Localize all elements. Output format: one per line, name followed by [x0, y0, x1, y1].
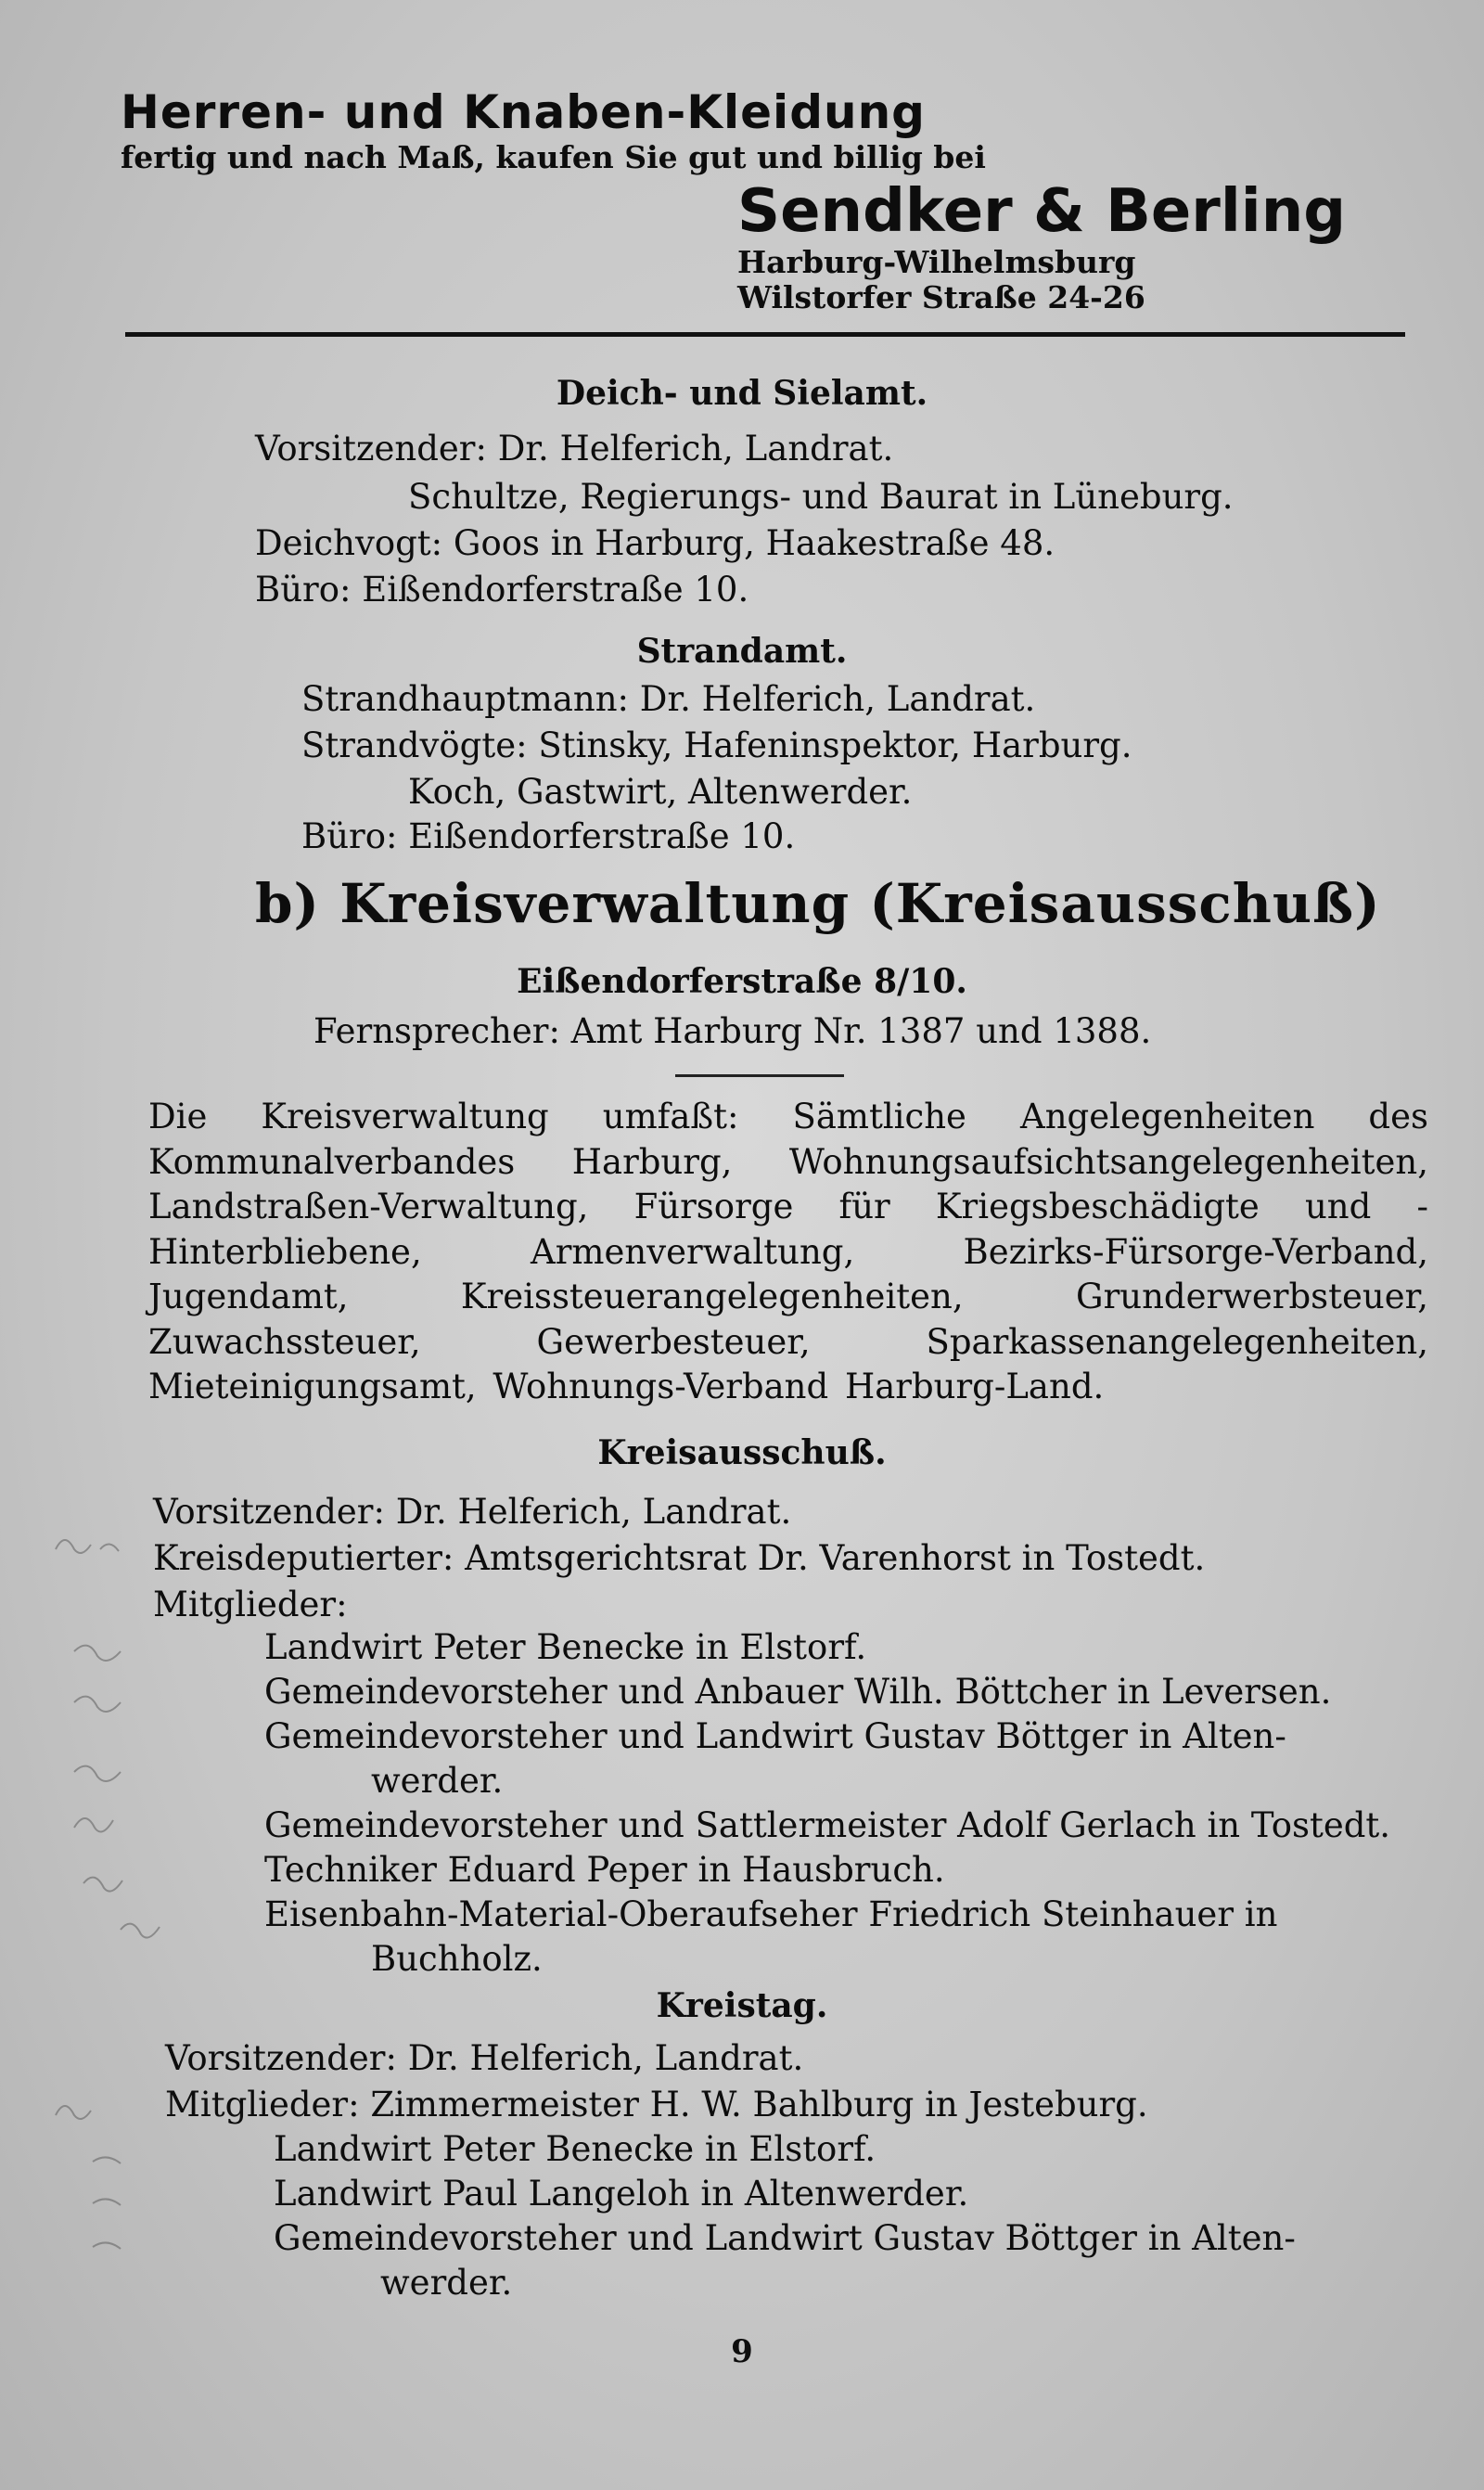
- kreisausschuss-chair: Vorsitzender: Dr. Helferich, Landrat.: [153, 1492, 792, 1532]
- strand-heading: Strandamt.: [636, 632, 848, 671]
- strand-line-2: Strandvögte: Stinsky, Hafeninspektor, Harburg.: [301, 725, 1132, 765]
- deich-line-2: Schultze, Regierungs- und Baurat in Lüneburg.: [408, 477, 1234, 517]
- kreisausschuss-member: Landwirt Peter Benecke in Elstorf.: [264, 1627, 867, 1667]
- kreisverwaltung-paragraph: Die Kreisverwaltung umfaßt: Sämtliche Angelegenheiten des Kommunalverbandes Harburg, Wohnungsaufsichtsangelegenheiten, Landstraßen-Verwaltung, Fürsorge für Kriegsbeschädigte und -Hinterbliebene, Armenverwaltung, Bezirks-Fürsorge-Verband, Jugendamt, Kreissteuerangelegenheiten, Grunderwerbsteuer, Zuwachssteuer, Gewerbesteuer, Sparkassenangelegenheiten, Mieteinigungsamt, Wohnungs-Verband Harburg-Land.: [148, 1097, 1428, 1406]
- page-number: 9: [731, 2333, 753, 2370]
- kreisausschuss-heading: Kreisausschuß.: [597, 1433, 887, 1472]
- strand-line-1: Strandhauptmann: Dr. Helferich, Landrat.: [301, 679, 1036, 719]
- kreistag-first-member: Mitglieder: Zimmermeister H. W. Bahlburg in Jesteburg.: [165, 2085, 1148, 2124]
- ad-headline: Herren- und Knaben-Kleidung: [121, 85, 926, 139]
- deich-line-4: Büro: Eißendorferstraße 10.: [255, 570, 749, 610]
- ad-firm-block: [737, 178, 1346, 315]
- kreisausschuss-member-continued: Buchholz.: [371, 1939, 543, 1979]
- kreistag-heading: Kreistag.: [656, 1986, 828, 2025]
- kreisausschuss-deputy: Kreisdeputierter: Amtsgerichtsrat Dr. Varenhorst in Tostedt.: [153, 1538, 1206, 1578]
- strand-line-3: Koch, Gastwirt, Altenwerder.: [408, 772, 913, 812]
- ad-city: Harburg-Wilhelmsburg: [737, 244, 1136, 280]
- advertisement: [121, 85, 1373, 315]
- deich-line-1: Vorsitzender: Dr. Helferich, Landrat.: [255, 429, 894, 468]
- kreisausschuss-member: Techniker Eduard Peper in Hausbruch.: [264, 1850, 945, 1890]
- kreistag-member: Landwirt Peter Benecke in Elstorf.: [274, 2129, 876, 2169]
- handwritten-margin-marks: [37, 1521, 223, 2291]
- kreisausschuss-member: Eisenbahn-Material-Oberaufseher Friedrich Steinhauer in: [264, 1894, 1278, 1934]
- kreistag-chair: Vorsitzender: Dr. Helferich, Landrat.: [165, 2038, 804, 2078]
- deich-line-3: Deichvogt: Goos in Harburg, Haakestraße 48.: [255, 523, 1055, 563]
- strand-line-4: Büro: Eißendorferstraße 10.: [301, 816, 796, 856]
- ad-subline: fertig und nach Maß, kaufen Sie gut und billig bei: [121, 139, 986, 175]
- kreisverwaltung-heading: b) Kreisverwaltung (Kreisausschuß): [255, 872, 1381, 935]
- kreisausschuss-member-continued: werder.: [371, 1761, 504, 1801]
- section-divider: [675, 1074, 844, 1077]
- kreistag-member: Gemeindevorsteher und Landwirt Gustav Böttger in Alten-: [274, 2218, 1296, 2258]
- kreisverwaltung-address: Eißendorferstraße 8/10.: [517, 962, 967, 1001]
- kreisausschuss-member: Gemeindevorsteher und Anbauer Wilh. Böttcher in Leversen.: [264, 1672, 1332, 1712]
- kreisausschuss-member: Gemeindevorsteher und Sattlermeister Adolf Gerlach in Tostedt.: [264, 1805, 1391, 1845]
- kreisausschuss-members-label: Mitglieder:: [153, 1585, 348, 1624]
- deich-heading: Deich- und Sielamt.: [556, 374, 928, 413]
- header-rule: [125, 332, 1405, 337]
- kreisverwaltung-phone: Fernsprecher: Amt Harburg Nr. 1387 und 1388.: [313, 1011, 1152, 1051]
- ad-street: Wilstorfer Straße 24-26: [737, 279, 1145, 315]
- ad-firm-name: Sendker & Berling: [737, 177, 1347, 246]
- kreistag-member-continued: werder.: [380, 2263, 513, 2303]
- kreistag-member: Landwirt Paul Langeloh in Altenwerder.: [274, 2174, 969, 2214]
- kreisausschuss-member: Gemeindevorsteher und Landwirt Gustav Böttger in Alten-: [264, 1716, 1286, 1756]
